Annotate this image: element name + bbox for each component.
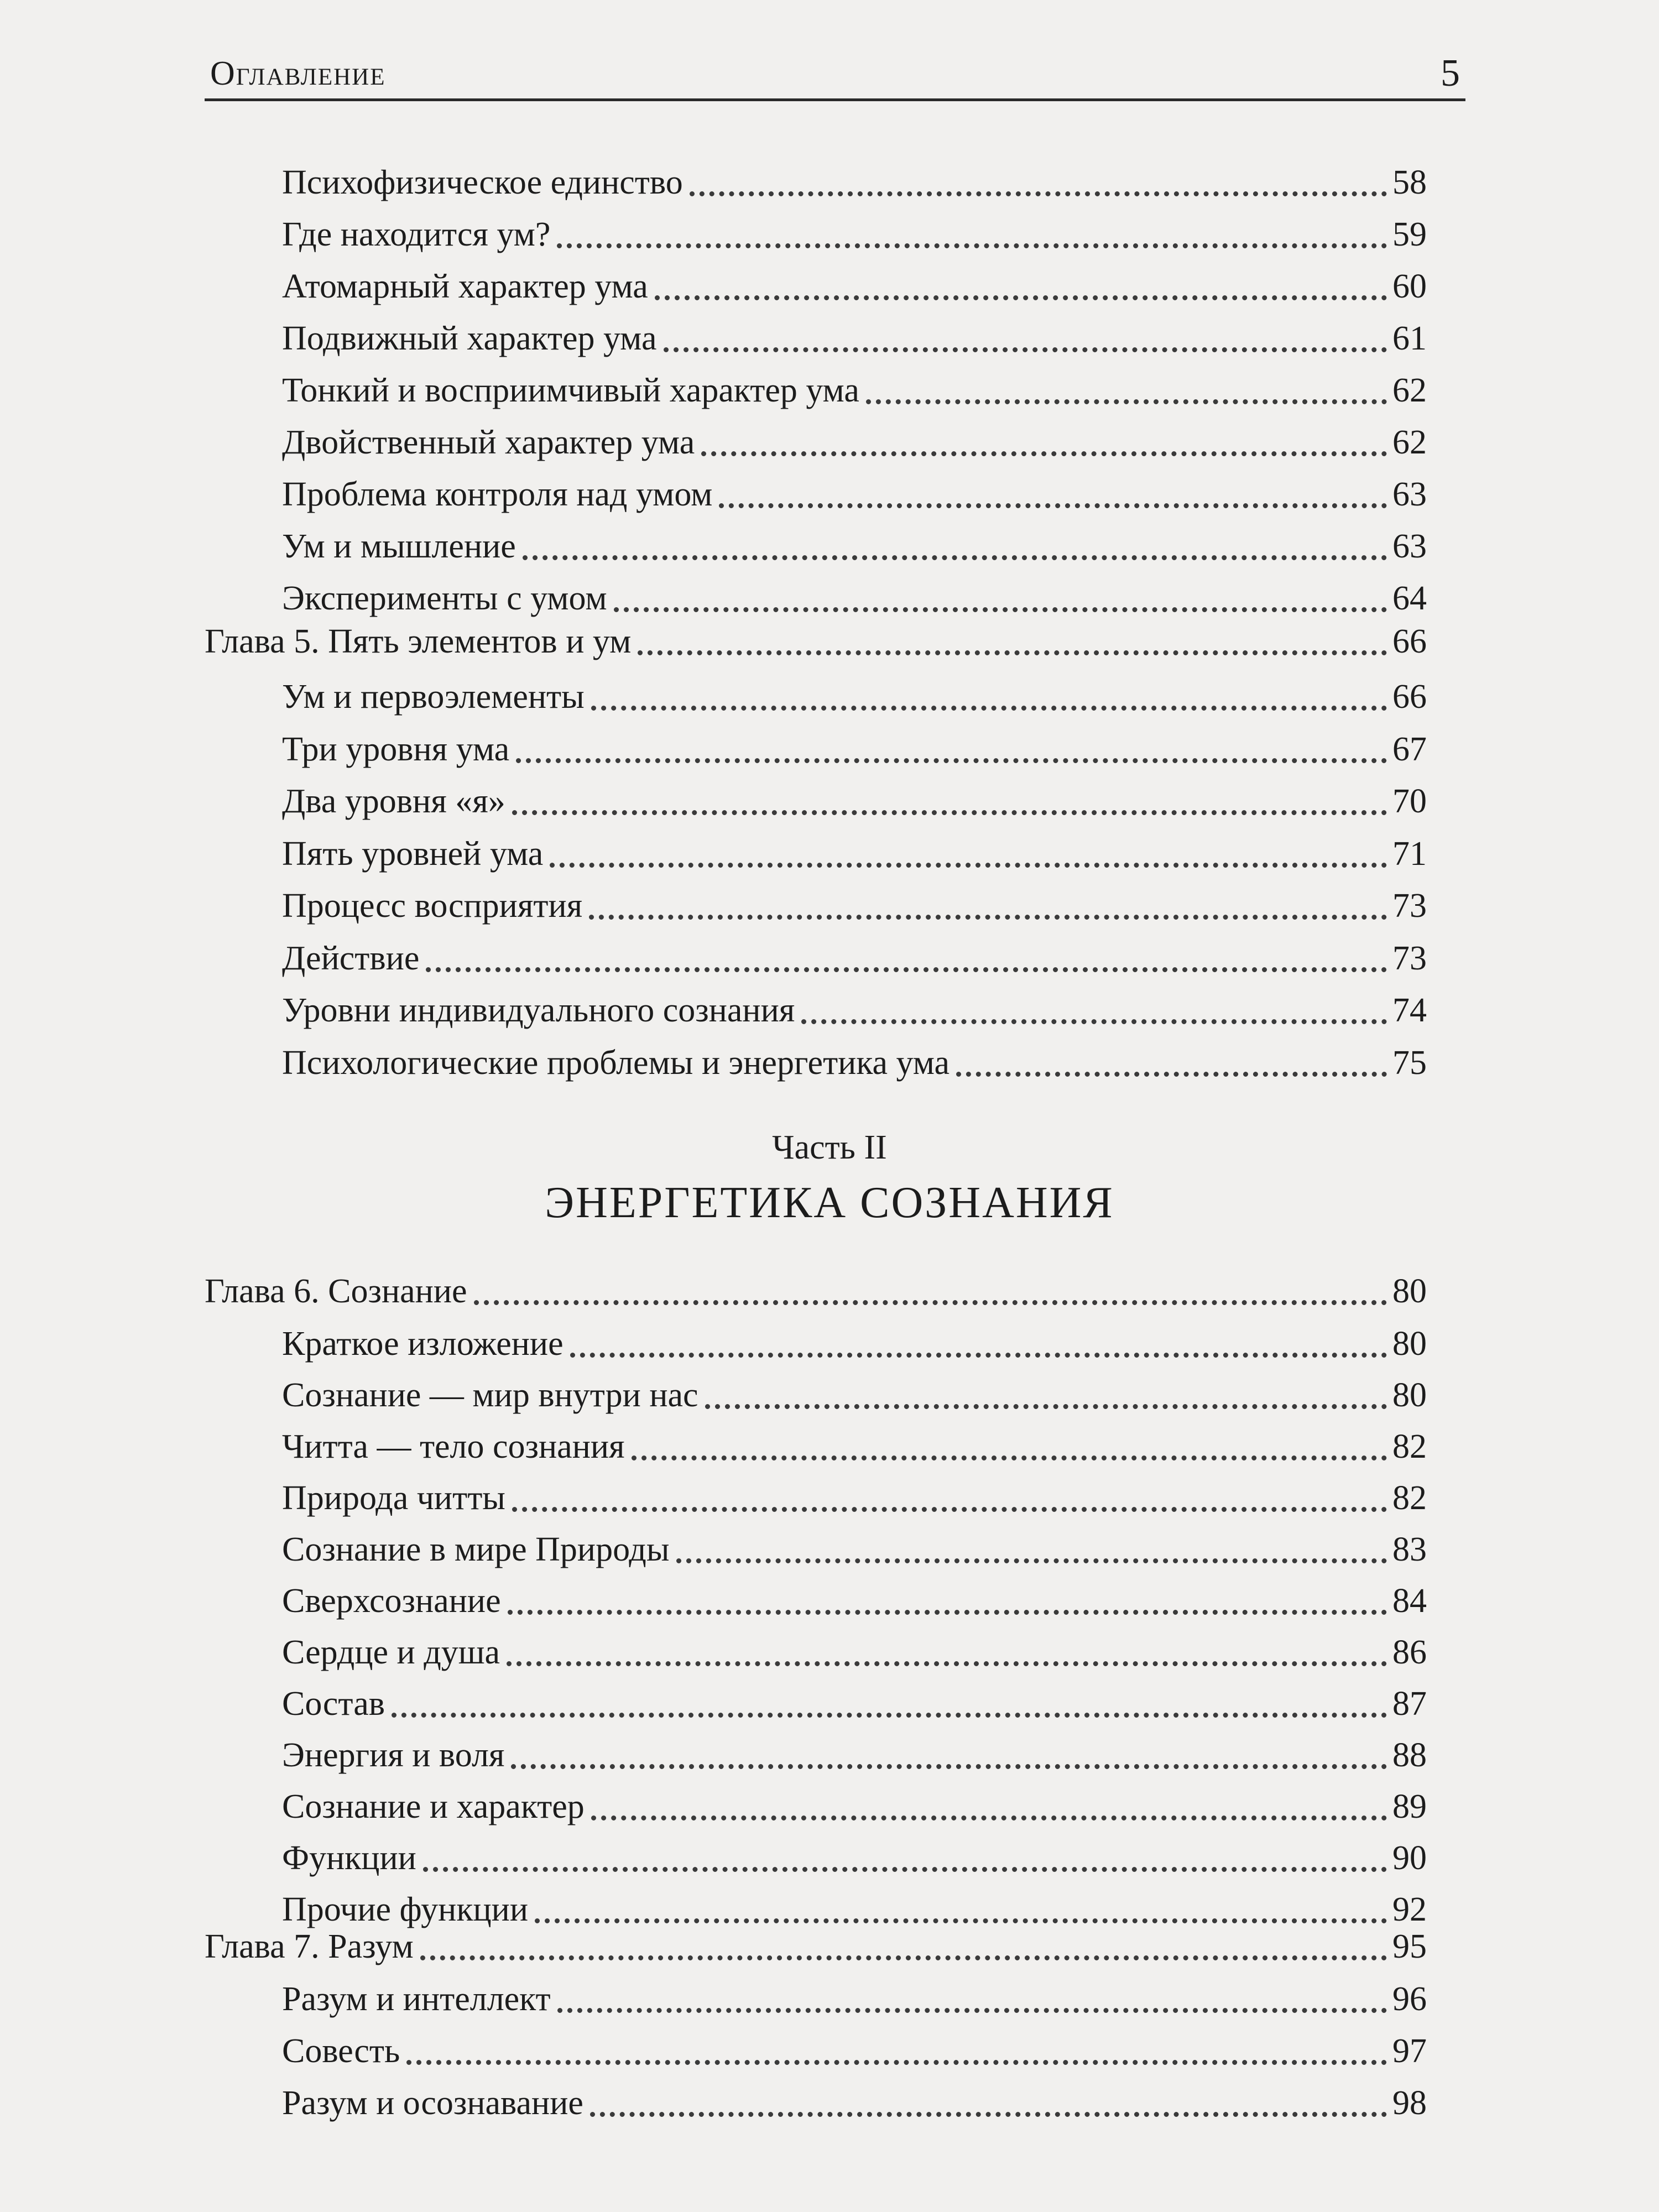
toc-entry-title: Разум и осознавание — [282, 2084, 583, 2122]
toc-entry-page: 66 — [1392, 623, 1427, 660]
toc-chapter — [205, 1266, 1427, 1316]
toc-entry-page: 80 — [1392, 1376, 1427, 1414]
dot-leader — [512, 810, 1387, 815]
toc-entry-page: 86 — [1392, 1634, 1427, 1671]
toc-entry — [282, 1473, 1427, 1523]
toc-entry-page: 63 — [1392, 528, 1427, 565]
toc-entry-title: Сознание — мир внутри нас — [282, 1376, 698, 1414]
dot-leader — [589, 915, 1387, 920]
dot-leader — [638, 650, 1387, 655]
toc-entry-title: Глава 5. Пять элементов и ум — [205, 623, 632, 660]
toc-entry-page: 90 — [1392, 1839, 1427, 1877]
dot-leader — [570, 1353, 1387, 1358]
dot-leader — [676, 1558, 1387, 1563]
dot-leader — [406, 2060, 1387, 2065]
toc-entry — [282, 1627, 1427, 1677]
toc-entry — [282, 418, 1427, 467]
toc-entry — [282, 1525, 1427, 1574]
toc-entry — [282, 1974, 1427, 2024]
toc-entry-page: 60 — [1392, 268, 1427, 305]
toc-entry — [282, 314, 1427, 363]
toc-entry-page: 61 — [1392, 320, 1427, 357]
toc-entry-title: Сознание в мире Природы — [282, 1531, 670, 1568]
toc-entry — [282, 1782, 1427, 1832]
toc-entry-title: Совесть — [282, 2032, 400, 2070]
dot-leader — [956, 1072, 1387, 1077]
dot-leader — [801, 1019, 1387, 1024]
toc-entry-title: Читта — тело сознания — [282, 1428, 625, 1465]
toc-entry — [282, 829, 1427, 879]
toc-entry-page: 96 — [1392, 1980, 1427, 2018]
toc-entry-page: 62 — [1392, 372, 1427, 409]
toc-entry-title: Уровни индивидуального сознания — [282, 992, 795, 1029]
toc-entry-title: Тонкий и восприимчивый характер ума — [282, 372, 859, 409]
toc-entry — [282, 573, 1427, 623]
toc-entry-title: Состав — [282, 1685, 385, 1723]
toc-entry-page: 62 — [1392, 424, 1427, 461]
dot-leader — [550, 863, 1387, 868]
part-label: Часть II — [772, 1129, 887, 1166]
toc-entry-title: Проблема контроля над умом — [282, 476, 713, 513]
toc-entry-page: 97 — [1392, 2032, 1427, 2070]
dot-leader — [664, 347, 1387, 352]
toc-chapter — [205, 1922, 1427, 1971]
toc-entry-title: Атомарный характер ума — [282, 268, 648, 305]
toc-entry-title: Функции — [282, 1839, 416, 1877]
toc-entry-page: 84 — [1392, 1582, 1427, 1620]
toc-entry-page: 66 — [1392, 678, 1427, 716]
toc-entry-page: 59 — [1392, 216, 1427, 253]
toc-entry-title: Процесс восприятия — [282, 887, 583, 925]
toc-entry-page: 73 — [1392, 887, 1427, 925]
dot-leader — [512, 1507, 1387, 1512]
toc-entry-title: Краткое изложение — [282, 1325, 564, 1363]
toc-entry — [282, 469, 1427, 519]
toc-entry-title: Природа читты — [282, 1479, 505, 1517]
toc-entry — [282, 985, 1427, 1035]
toc-entry — [282, 881, 1427, 931]
toc-entry-page: 92 — [1392, 1891, 1427, 1928]
dot-leader — [591, 1815, 1387, 1820]
dot-leader — [511, 1764, 1387, 1769]
toc-entry-page: 89 — [1392, 1788, 1427, 1825]
toc-entry-title: Психологические проблемы и энергетика ума — [282, 1044, 950, 1082]
toc-entry-page: 80 — [1392, 1325, 1427, 1363]
dot-leader — [614, 607, 1387, 612]
dot-leader — [474, 1300, 1387, 1305]
toc-entry-title: Энергия и воля — [282, 1736, 505, 1774]
toc-entry-page: 75 — [1392, 1044, 1427, 1082]
toc-entry-title: Ум и мышление — [282, 528, 516, 565]
toc-entry-page: 95 — [1392, 1928, 1427, 1965]
toc-entry-page: 73 — [1392, 939, 1427, 977]
toc-entry-title: Действие — [282, 939, 420, 977]
dot-leader — [591, 706, 1387, 711]
toc-entry-title: Психофизическое единство — [282, 164, 683, 201]
toc-entry-title: Разум и интеллект — [282, 1980, 551, 2018]
toc-entry — [282, 1422, 1427, 1472]
running-header — [205, 49, 1465, 101]
dot-leader — [508, 1610, 1387, 1615]
dot-leader — [420, 1955, 1387, 1960]
toc-entry — [282, 776, 1427, 826]
toc-entry-title: Глава 6. Сознание — [205, 1272, 467, 1310]
dot-leader — [655, 295, 1387, 300]
toc-chapter — [205, 617, 1427, 666]
dot-leader — [866, 399, 1387, 404]
toc-entry-page: 83 — [1392, 1531, 1427, 1568]
toc-entry — [282, 1576, 1427, 1626]
toc-entry — [282, 1319, 1427, 1369]
toc-entry — [282, 2078, 1427, 2128]
toc-entry-title: Ум и первоэлементы — [282, 678, 585, 716]
dot-leader — [705, 1404, 1387, 1409]
toc-entry — [282, 1833, 1427, 1883]
dot-leader — [557, 2008, 1387, 2013]
toc-entry — [282, 210, 1427, 259]
toc-entry-title: Где находится ум? — [282, 216, 551, 253]
toc-entry — [282, 1370, 1427, 1420]
dot-leader — [516, 758, 1387, 763]
dot-leader — [392, 1713, 1387, 1718]
toc-entry-page: 98 — [1392, 2084, 1427, 2122]
toc-entry — [282, 262, 1427, 311]
toc-entry-title: Двойственный характер ума — [282, 424, 695, 461]
toc-entry — [282, 724, 1427, 774]
toc-entry-page: 70 — [1392, 782, 1427, 820]
toc-entry-page: 58 — [1392, 164, 1427, 201]
toc-entry-page: 87 — [1392, 1685, 1427, 1723]
dot-leader — [507, 1661, 1387, 1666]
toc-entry-page: 74 — [1392, 992, 1427, 1029]
toc-entry-page: 80 — [1392, 1272, 1427, 1310]
toc-entry — [282, 1038, 1427, 1088]
toc-entry-page: 82 — [1392, 1428, 1427, 1465]
dot-leader — [690, 191, 1387, 196]
dot-leader — [423, 1867, 1387, 1872]
toc-entry-title: Два уровня «я» — [282, 782, 505, 820]
dot-leader — [632, 1455, 1387, 1460]
toc-entry — [282, 1679, 1427, 1729]
toc-entry-title: Эксперименты с умом — [282, 580, 607, 617]
toc-entry — [282, 672, 1427, 722]
toc-entry-title: Сердце и душа — [282, 1634, 500, 1671]
toc-entry-title: Глава 7. Разум — [205, 1928, 414, 1965]
dot-leader — [701, 451, 1387, 456]
dot-leader — [426, 967, 1387, 972]
toc-entry-page: 82 — [1392, 1479, 1427, 1517]
toc-entry-page: 67 — [1392, 730, 1427, 768]
toc-entry — [282, 2026, 1427, 2076]
toc-entry-title: Три уровня ума — [282, 730, 510, 768]
toc-entry-title: Пять уровней ума — [282, 834, 544, 873]
header-page-number: 5 — [1441, 52, 1460, 95]
toc-entry-page: 88 — [1392, 1736, 1427, 1774]
toc-entry-title: Сверхсознание — [282, 1582, 501, 1620]
dot-leader — [557, 243, 1387, 248]
toc-entry — [282, 933, 1427, 983]
dot-leader — [590, 2112, 1387, 2117]
toc-entry-title: Подвижный характер ума — [282, 320, 657, 357]
toc-entry — [282, 158, 1427, 207]
toc-entry — [282, 521, 1427, 571]
toc-entry-page: 71 — [1392, 834, 1427, 873]
toc-entry-page: 64 — [1392, 580, 1427, 617]
toc-entry-title: Сознание и характер — [282, 1788, 585, 1825]
toc-entry — [282, 366, 1427, 415]
toc-entry — [282, 1730, 1427, 1780]
header-title: Оглавление — [210, 55, 386, 92]
part-title: ЭНЕРГЕТИКА СОЗНАНИЯ — [545, 1178, 1114, 1227]
dot-leader — [523, 555, 1387, 560]
dot-leader — [719, 503, 1387, 508]
toc-entry-title: Прочие функции — [282, 1891, 529, 1928]
toc-entry-page: 63 — [1392, 476, 1427, 513]
